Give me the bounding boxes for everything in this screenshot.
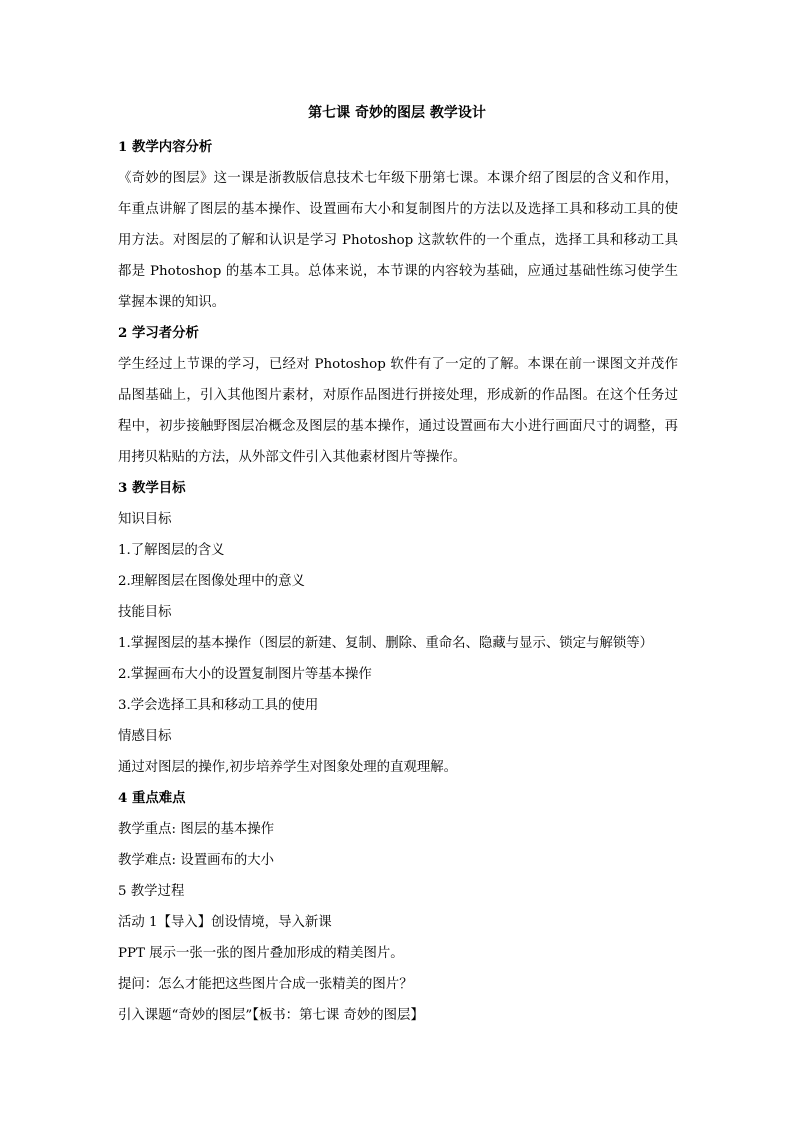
document-body	[118, 132, 678, 1031]
process-line: 引入课题“奇妙的图层”【板书：第七课 奇妙的图层】	[118, 1008, 424, 1023]
knowledge-goal-item: 1.了解图层的含义	[118, 543, 225, 558]
difficult-point-text: 教学难点: 设置画布的大小	[118, 853, 275, 868]
section-heading-teaching-goals: 3 教学目标	[118, 480, 186, 496]
emotion-goals-label: 情感目标	[118, 729, 172, 744]
section-heading-key-difficult-points: 4 重点难点	[118, 790, 186, 806]
key-point-text: 教学重点: 图层的基本操作	[118, 822, 275, 837]
document-title: 第七课 奇妙的图层 教学设计	[308, 105, 486, 121]
skill-goal-item: 2.掌握画布大小的设置复制图片等基本操作	[118, 667, 372, 682]
knowledge-goals-label: 知识目标	[118, 512, 172, 527]
process-line: 提问：怎么才能把这些图片合成一张精美的图片？	[118, 977, 413, 992]
skill-goal-item: 1.掌握图层的基本操作（图层的新建、复制、删除、重命名、隐藏与显示、锁定与解锁等）	[118, 636, 654, 651]
skill-goals-label: 技能目标	[118, 605, 172, 620]
emotion-goal-text: 通过对图层的操作,初步培养学生对图象处理的直观理解。	[118, 760, 458, 775]
section-heading-teaching-process: 5 教学过程	[118, 884, 185, 899]
knowledge-goal-item: 2.理解图层在图像处理中的意义	[118, 574, 305, 589]
paragraph-learner-analysis: 学生经过上节课的学习，已经对 Photoshop 软件有了一定的了解。本课在前一课图文并茂作品图基础上，引入其他图片素材，对原作品图进行拼接处理，形成新的作品图。在这个任务过程中，初步接触野图层冶概念及图层的基本操作，通过设置画布大小进行画面尺寸的调整，再用拷贝粘贴的方法，从外部文件引入其他素材图片等操作。	[118, 357, 678, 465]
section-heading-learner-analysis: 2 学习者分析	[118, 325, 199, 341]
process-line: PPT 展示一张一张的图片叠加形成的精美图片。	[118, 946, 404, 961]
process-line: 活动 1【导入】创设情境，导入新课	[118, 915, 332, 930]
skill-goal-item: 3.学会选择工具和移动工具的使用	[118, 698, 319, 713]
section-heading-content-analysis: 1 教学内容分析	[118, 139, 213, 155]
paragraph-content-analysis: 《奇妙的图层》这一课是浙教版信息技术七年级下册第七课。本课介绍了图层的含义和作用，年重点讲解了图层的基本操作、设置画布大小和复制图片的方法以及选择工具和移动工具的使用方法。对图层的了解和认识是学习 Photoshop 这款软件的一个重点，选择工具和移动工具都是 Photoshop 的基本工具。总体来说，本节课的内容较为基础，应通过基础性练习使学生掌握本课的知识。	[118, 171, 678, 310]
